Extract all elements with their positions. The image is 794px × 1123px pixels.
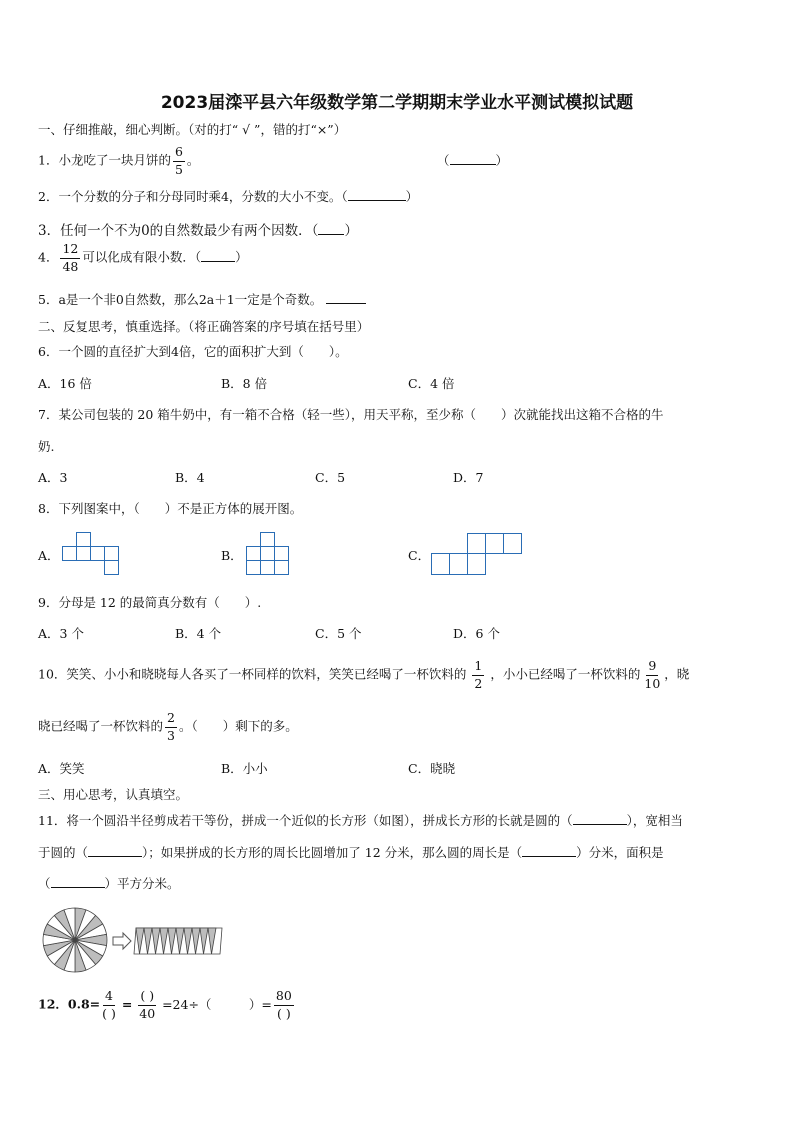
q10-f3-numerator: 2 — [165, 712, 177, 728]
question-7-line1: 7．某公司包装的 20 箱牛奶中，有一箱不合格（轻一些），用天平称，至少称（ ）次就能找出这箱不合格的牛 — [38, 407, 664, 422]
q10-line2-part-b: 。（ ）剩下的多。 — [178, 718, 298, 734]
section1-heading: 一、仔细推敲，细心判断。（对的打“ √ ”，错的打“×”） — [38, 122, 347, 137]
q3-text: 3．任何一个不为0的自然数最少有两个因数．（ — [38, 223, 319, 239]
question-10-line1 — [38, 660, 689, 690]
q8-option-c[interactable]: C． — [408, 548, 431, 563]
q12-f1-denominator-blank[interactable]: ( ) — [102, 1005, 116, 1021]
question-7-line2: 奶. — [38, 439, 55, 454]
q4-blank[interactable] — [201, 261, 235, 262]
question-5 — [38, 290, 366, 308]
q10-f2-numerator: 9 — [646, 660, 658, 676]
q10-option-b[interactable]: B．小小 — [221, 761, 268, 776]
q4-prefix: 4． — [38, 249, 59, 265]
q11-blank-2[interactable] — [88, 856, 142, 857]
question-9: 9．分母是 12 的最简真分数有（ ）. — [38, 595, 262, 610]
q4-fraction — [60, 243, 80, 273]
q1-blank-line — [450, 164, 496, 165]
q1-text: 1．小龙吃了一块月饼的 — [38, 152, 171, 168]
q11-circle-to-rectangle-figure — [40, 906, 230, 974]
q10-option-a[interactable]: A．笑笑 — [38, 761, 85, 776]
q11-line1-part-a: 11．将一个圆沿半径剪成若干等份，拼成一个近似的长方形（如图），拼成长方形的长就是圆的（ — [38, 813, 573, 828]
q4-fraction-denominator: 48 — [62, 258, 79, 274]
q1-fraction-denominator: 5 — [174, 161, 183, 177]
q3-paren-right: ） — [344, 223, 358, 239]
q2-paren-right: ） — [405, 189, 419, 204]
q1-tail: 。 — [186, 152, 200, 168]
q1-answer-blank[interactable] — [437, 151, 508, 169]
q9-option-a[interactable]: A．3 个 — [38, 626, 84, 641]
q3-blank[interactable] — [318, 234, 344, 235]
q7-option-b[interactable]: B．4 — [175, 470, 205, 485]
q10-f3-denominator: 3 — [167, 727, 175, 743]
q10-fraction-1 — [472, 660, 484, 690]
q7-option-a[interactable]: A．3 — [38, 470, 68, 485]
page-title: 2023届滦平县六年级数学第二学期期末学业水平测试模拟试题 — [160, 93, 634, 113]
q10-line1-part-c: ，晓 — [664, 666, 690, 682]
q8-net-a-figure — [62, 532, 122, 577]
q11-line1-part-b: ），宽相当 — [626, 813, 683, 828]
q1-paren-right: ） — [495, 153, 509, 168]
section3-heading: 三、用心思考，认真填空。 — [38, 787, 189, 802]
q8-net-b-figure — [246, 532, 292, 578]
question-2 — [38, 187, 418, 205]
q11-line3-part-a: （ — [38, 876, 51, 891]
q11-circle-sectors — [43, 908, 107, 972]
q12-f1-numerator: 4 — [103, 990, 115, 1006]
q9-option-d[interactable]: D．6 个 — [453, 626, 500, 641]
q1-fraction — [173, 146, 185, 176]
q10-f1-denominator: 2 — [474, 675, 483, 691]
question-3 — [38, 219, 358, 239]
q10-fraction-3 — [165, 712, 177, 742]
question-1 — [38, 146, 199, 176]
q4-paren-right: ） — [235, 249, 248, 265]
q10-line2-part-a: 晓已经喝了一杯饮料的 — [38, 718, 164, 734]
question-11-line3 — [38, 874, 180, 892]
question-10-line2 — [38, 712, 298, 742]
question-11-line1 — [38, 811, 683, 829]
q11-line2-part-c: ）分米，面积是 — [576, 845, 664, 860]
q4-fraction-numerator: 12 — [60, 243, 80, 259]
q12-fraction-3 — [274, 990, 294, 1020]
q11-blank-1[interactable] — [573, 824, 627, 825]
q7-option-d[interactable]: D．7 — [453, 470, 484, 485]
q12-fraction-2 — [138, 990, 156, 1020]
q11-blank-4[interactable] — [51, 887, 105, 888]
q5-text: 5．a是一个非0自然数，那么2a＋1一定是个奇数。 — [38, 292, 323, 307]
q2-text: 2．一个分数的分子和分母同时乘4，分数的大小不变。（ — [38, 189, 348, 204]
q9-option-c[interactable]: C．5 个 — [315, 626, 362, 641]
q11-line2-part-a: 于圆的（ — [38, 845, 89, 860]
q10-line1-part-a: 10．笑笑、小小和晓晓每人各买了一杯同样的饮料，笑笑已经喝了一杯饮料的 — [38, 666, 467, 682]
q10-fraction-2 — [644, 660, 660, 690]
q9-option-b[interactable]: B．4 个 — [175, 626, 222, 641]
q1-fraction-numerator: 6 — [173, 146, 185, 162]
q6-option-b[interactable]: B．8 倍 — [221, 376, 268, 391]
question-12 — [38, 990, 296, 1020]
q8-option-b[interactable]: B． — [221, 548, 243, 563]
q2-blank[interactable] — [348, 200, 406, 201]
q7-option-c[interactable]: C．5 — [315, 470, 346, 485]
question-8: 8．下列图案中，（ ）不是正方体的展开图。 — [38, 501, 303, 516]
question-4 — [38, 243, 248, 273]
q10-line1-part-b: ，小小已经喝了一杯饮料的 — [490, 666, 641, 682]
q10-f2-denominator: 10 — [644, 675, 661, 691]
q12-f3-denominator-blank[interactable]: ( ) — [276, 1005, 291, 1021]
question-6: 6．一个圆的直径扩大到4倍，它的面积扩大到（ ）。 — [38, 344, 348, 359]
q12-middle-text: =24÷（ ）= — [162, 996, 272, 1012]
q1-paren-left: （ — [437, 153, 450, 168]
q10-f1-numerator: 1 — [472, 660, 484, 676]
q11-blank-3[interactable] — [522, 856, 576, 857]
q12-prefix: 12．0.8= — [38, 996, 101, 1012]
q12-f2-numerator-blank[interactable]: ( ) — [138, 990, 156, 1006]
q8-net-c-figure — [431, 533, 523, 577]
q11-rectangle-sectors — [134, 928, 222, 954]
q12-f3-numerator: 80 — [274, 990, 294, 1006]
q11-line3-part-b: ）平方分米。 — [104, 876, 180, 891]
section2-heading: 二、反复思考，慎重选择。（将正确答案的序号填在括号里） — [38, 319, 370, 334]
q12-f2-denominator: 40 — [139, 1005, 156, 1021]
q6-option-c[interactable]: C．4 倍 — [408, 376, 455, 391]
q12-fraction-1 — [102, 990, 116, 1020]
arrow-right-icon — [113, 933, 131, 949]
question-11-line2 — [38, 843, 664, 861]
q10-option-c[interactable]: C．晓晓 — [408, 761, 456, 776]
q5-blank[interactable] — [326, 303, 366, 304]
q6-option-a[interactable]: A．16 倍 — [38, 376, 92, 391]
q8-option-a[interactable]: A． — [38, 548, 60, 563]
q12-equals-1: = — [121, 996, 133, 1012]
q4-text: 可以化成有限小数．（ — [82, 249, 202, 265]
q11-line2-part-b: ）；如果拼成的长方形的周长比圆增加了 12 分米，那么圆的周长是（ — [142, 845, 523, 860]
